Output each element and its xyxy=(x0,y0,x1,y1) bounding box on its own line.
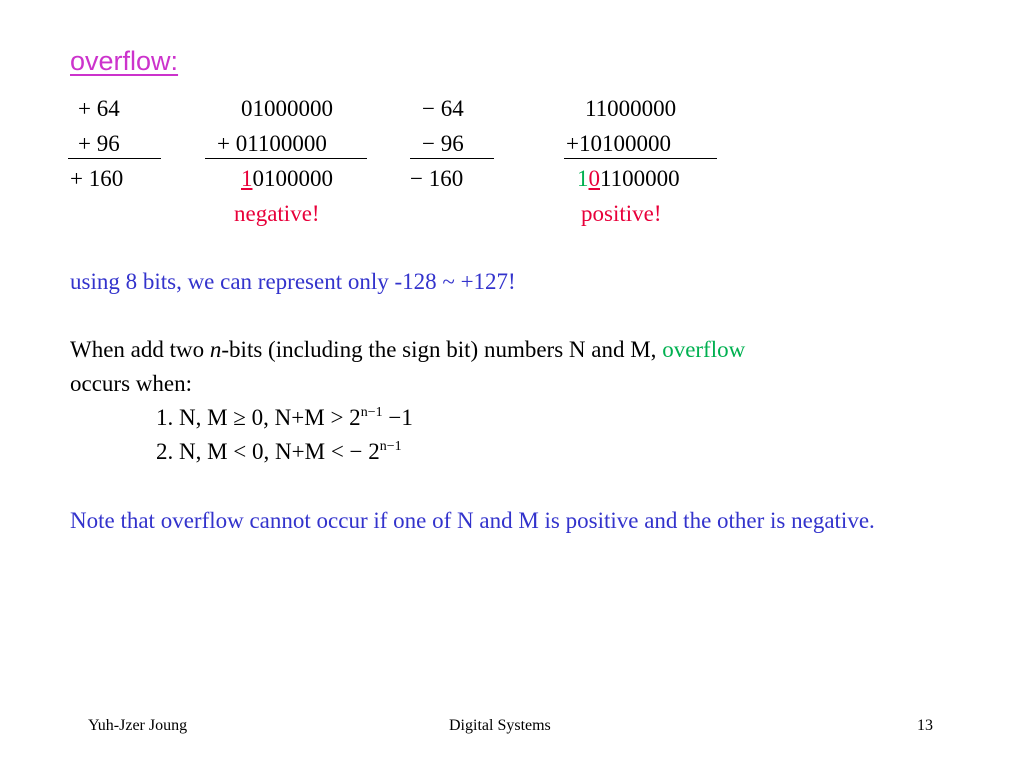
neg-result: − 160 xyxy=(410,166,464,191)
footer-author: Yuh-Jzer Joung xyxy=(88,717,188,734)
pos-binary-rule xyxy=(205,158,367,159)
case1-text: 1. N, M ≥ 0, N+M > 2 xyxy=(156,405,361,430)
overflow-keyword: overflow xyxy=(662,337,746,362)
footer-course: Digital Systems xyxy=(449,717,551,734)
neg-sign-bit: 0 xyxy=(588,166,600,191)
pos-binary-2: + 01100000 xyxy=(217,131,327,156)
neg-binary-result xyxy=(577,166,680,192)
condition-intro xyxy=(70,334,745,366)
pos-overflow-bit: 1 xyxy=(241,166,253,191)
case2-exponent: n−1 xyxy=(379,439,402,454)
overflow-note: Note that overflow cannot occur if one of N and M is positive and the other is negative. xyxy=(70,508,875,533)
condition-n: n xyxy=(209,337,222,362)
neg-binary-rest: 1100000 xyxy=(600,166,680,191)
condition-case-1 xyxy=(156,402,413,434)
condition-intro-line2: occurs when: xyxy=(70,371,192,396)
case2-text: 2. N, M < 0, N+M < − 2 xyxy=(156,439,380,464)
neg-sum-rule xyxy=(410,158,494,159)
condition-intro-pre: When add two xyxy=(70,337,210,362)
case1-tail: −1 xyxy=(382,405,413,430)
pos-operand-1: + 64 xyxy=(78,96,120,121)
neg-binary-1: 11000000 xyxy=(585,96,677,121)
neg-binary-2: +10100000 xyxy=(566,131,671,156)
pos-sum-rule xyxy=(68,158,161,159)
condition-case-2 xyxy=(156,436,402,468)
neg-binary-rule xyxy=(564,158,717,159)
pos-binary-1: 01000000 xyxy=(241,96,333,121)
pos-verdict: negative! xyxy=(234,201,320,226)
pos-binary-rest: 0100000 xyxy=(252,166,333,191)
neg-operand-1: − 64 xyxy=(422,96,464,121)
neg-operand-2: − 96 xyxy=(422,131,464,156)
case1-exponent: n−1 xyxy=(360,405,383,420)
pos-operand-2: + 96 xyxy=(78,131,120,156)
footer-page-number: 13 xyxy=(917,717,933,734)
condition-intro-post: -bits (including the sign bit) numbers N and M, xyxy=(221,337,663,362)
pos-result: + 160 xyxy=(70,166,124,191)
neg-verdict: positive! xyxy=(581,201,662,226)
slide-title: overflow: xyxy=(70,46,179,76)
pos-binary-result xyxy=(241,166,333,192)
neg-carry-bit: 1 xyxy=(577,166,589,191)
range-note: using 8 bits, we can represent only -128 ~ +127! xyxy=(70,269,516,294)
